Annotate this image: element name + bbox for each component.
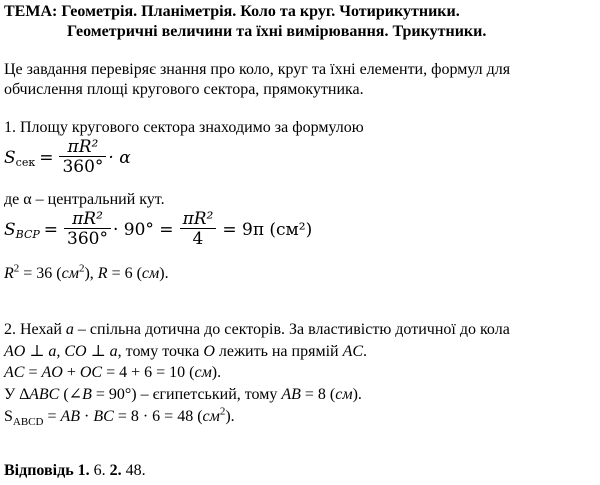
- answer-line: Відповідь 1. 6. 2. 48.: [4, 462, 146, 479]
- formula-bcp-area: [4, 210, 312, 249]
- radius-result: $R^2 = 36$ $(см^2)$, R = 6 (см).: [4, 262, 169, 282]
- formula2-fraction-2: [180, 210, 217, 249]
- formula2-eq: =: [43, 219, 59, 240]
- part2-line-2: AO ⊥ a, CO ⊥ a, тому точка O лежить на прямій AC.: [4, 343, 368, 360]
- part2-line-3: AC = AO + OC = 4 + 6 = 10 (см).: [4, 364, 222, 381]
- formula-denominator: 360°: [59, 156, 106, 177]
- formula2-denominator-2: 4: [180, 228, 217, 249]
- intro-line-1: Це завдання перевіряє знання про коло, круг та їхні елементи, формул для: [4, 61, 511, 78]
- part2-line-5: $S_{ABCD}$ = AB · BC = 8 · 6 = 48 $(см^2)$.: [4, 405, 235, 429]
- formula2-mid: · 90° =: [112, 219, 174, 240]
- formula2-lhs-sub: BCP: [15, 228, 40, 241]
- formula2-fraction-1: [64, 210, 111, 249]
- formula-fraction: [59, 138, 106, 177]
- topic-line-1: ТЕМА: Геометрія. Планіметрія. Коло та круг. Чотирикутники.: [4, 3, 460, 20]
- formula-eq: =: [39, 147, 54, 168]
- answer-label: Відповідь: [4, 462, 74, 479]
- formula2-numerator-1: πR²: [72, 209, 103, 229]
- formula-lhs-sub: сек: [15, 156, 36, 169]
- formula2-denominator-1: 360°: [64, 228, 111, 249]
- formula-numerator: πR²: [67, 137, 99, 157]
- part2-line-4: У ∆ABC (∠B = 90°) – єгипетський, тому AB = 8 (см).: [4, 386, 362, 403]
- formula-tail: · α: [108, 147, 131, 168]
- formula-sector-area: [4, 138, 131, 177]
- part1-heading: 1. Площу кругового сектора знаходимо за формулою: [4, 119, 364, 136]
- part2-line-1: 2. Нехай a – спільна дотична до секторів. За властивістю дотичної до кола: [4, 321, 510, 338]
- formula-lhs: S: [4, 147, 16, 168]
- topic-line-2: Геометричні величини та їхні вимірювання. Трикутники.: [67, 23, 487, 40]
- formula2-tail: = 9π (см²): [222, 219, 313, 240]
- intro-line-2: обчислення площі кругового сектора, прямокутника.: [4, 81, 364, 98]
- alpha-note: де α – центральний кут.: [4, 191, 165, 208]
- formula2-numerator-2: πR²: [182, 209, 214, 229]
- formula2-lhs: S: [4, 219, 16, 240]
